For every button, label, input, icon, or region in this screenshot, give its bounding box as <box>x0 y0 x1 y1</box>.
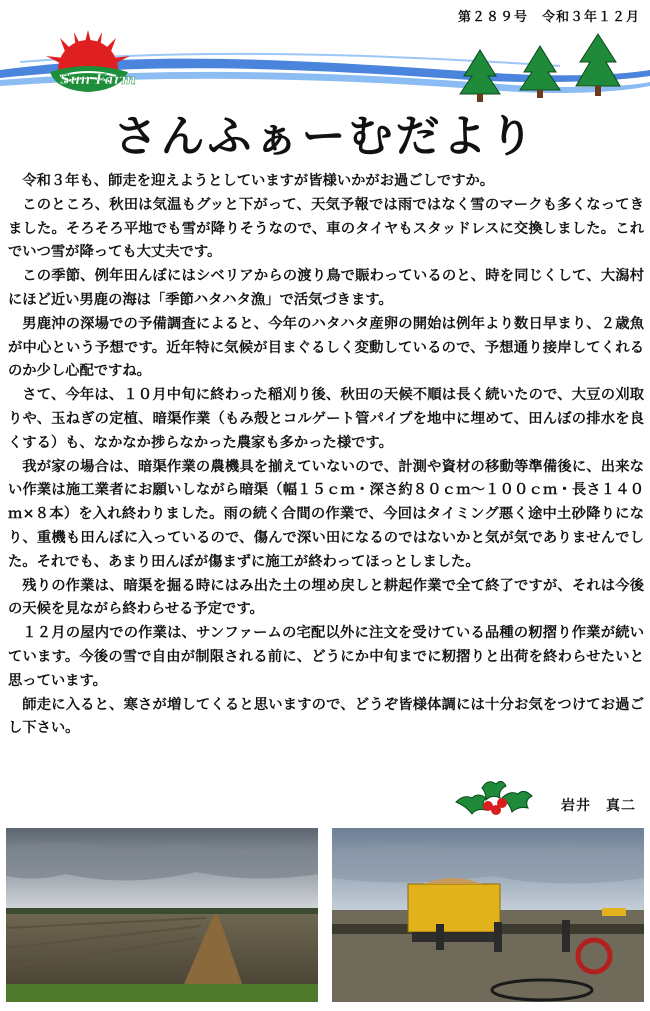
paragraph: このところ、秋田は気温もグッと下がって、天気予報では雨ではなく雪のマークも多くなってきました。そろそろ平地でも雪が降りそうなので、車のタイヤもスタッドレスに交換しました。これでいつ雪が降っても大丈夫です。 <box>8 196 644 261</box>
paragraph: 師走に入ると、寒さが増してくると思いますので、どうぞ皆様体調には十分お気をつけてお過ごし下さい。 <box>8 696 644 737</box>
photo-drainage-machine <box>332 828 644 1002</box>
svg-text:Sun Farm: Sun Farm <box>60 72 136 88</box>
paragraph: 男鹿沖の深場での予備調査によると、今年のハタハタ産卵の開始は例年より数日早まり、２歳魚が中心という予想です。近年特に気候が目まぐるしく変動しているので、予想通り接岸してくれるのか少し心配ですね。 <box>8 315 644 380</box>
paragraph: 残りの作業は、暗渠を掘る時にはみ出た土の埋め戻しと耕起作業で全て終了ですが、それは今後の天候を見ながら終わらせる予定です。 <box>8 577 644 618</box>
newsletter-title: さんふぁーむだより <box>113 111 537 162</box>
photo-drainage-field <box>6 828 318 1002</box>
header-banner <box>0 20 650 110</box>
paragraph: 我が家の場合は、暗渠作業の農機具を揃えていないので、計測や資材の移動等準備後に、出来ない作業は施工業者にお願いしながら暗渠（幅１５ｃｍ・深さ約８０ｃｍ～１００ｃｍ・長さ１４０ｍ×８本）を入れ終わりました。雨の続く合間の作業で、今回はタイミング悪く途中土砂降りになり、重機も田んぼに入っているので、傷んで深い田になるのではないかと気が気でありませんでした。それでも、あまり田んぼが傷まずに施工が終わってほっとしました。 <box>8 458 644 570</box>
paragraph: 令和３年も、師走を迎えようとしていますが皆様いかがお過ごしですか。 <box>22 173 495 189</box>
issue-number: 第２８９号 令和３年１２月 <box>457 10 640 25</box>
article-body <box>8 170 644 741</box>
author-signature: 岩井 真二 <box>561 798 636 814</box>
christmas-tree-icon <box>460 50 500 102</box>
paragraph: さて、今年は、１０月中旬に終わった稲刈り後、秋田の天候不順は長く続いたので、大豆の刈取りや、玉ねぎの定植、暗渠作業（もみ殻とコルゲート管パイプを地中に埋めて、田んぼの排水を良くする）も、なかなか捗らなかった農家も多かった様です。 <box>8 387 644 451</box>
christmas-tree-icon <box>520 46 560 98</box>
paragraph: １２月の屋内での作業は、サンファームの宅配以外に注文を受けている品種の籾摺り作業が続いています。今後の雪で自由が制限される前に、どうにか中旬までに籾摺りと出荷を終わらせたいと思っています。 <box>8 625 644 689</box>
holly-icon <box>452 776 534 820</box>
paragraph: この季節、例年田んぼにはシベリアからの渡り鳥で賑わっているのと、時を同じくして、大潟村にほど近い男鹿の海は「季節ハタハタ漁」で活気づきます。 <box>8 268 644 308</box>
